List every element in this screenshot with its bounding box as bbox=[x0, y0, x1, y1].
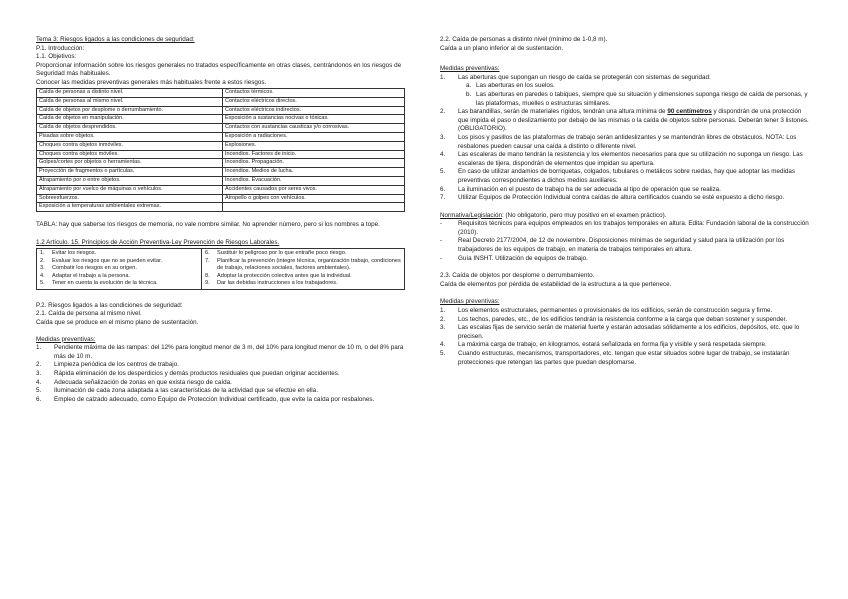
section-2-1: 2.1. Caída de persona al mismo nivel. bbox=[36, 310, 142, 318]
table-cell: Exposición a radiaciones. bbox=[223, 133, 405, 142]
table-cell: Contactos eléctricos indirectos. bbox=[223, 106, 405, 115]
list-item: 2. Limpieza periódica de los centros de trabajo. bbox=[36, 361, 179, 369]
sub-list-item: a. Las aberturas en los suelos. bbox=[466, 82, 555, 90]
list-item: 5. Iluminación de cada zona adaptada a las características de la actividad que se efectúe en ella. bbox=[36, 387, 318, 395]
table-cell: Sobreesfuerzos. bbox=[37, 194, 223, 203]
principle-item: 5. Tener en cuenta la evolución de la técnica. bbox=[40, 280, 158, 287]
table-cell: Incendios. Factores de inicio. bbox=[223, 150, 405, 159]
objectives-text-1: Proporcionar información sobre los riesgos generales no tratados específicamente en otras clases, centrándonos en los riesgos de Seguridad más habituales. bbox=[36, 61, 402, 78]
table-cell: Caída de objetos en manipulación. bbox=[37, 115, 223, 124]
principle-item: 4. Adaptar el trabajo a la persona. bbox=[40, 272, 131, 279]
principle-item: 2. Evaluar los riesgos que no se pueden evitar. bbox=[40, 257, 163, 264]
table-row bbox=[37, 124, 405, 133]
table-row bbox=[37, 168, 405, 177]
section-2-2-text: Caída a un plano inferior al de sustentación. bbox=[440, 44, 564, 52]
table-cell: Atrapamiento por vuelco de máquinas o vehículos. bbox=[37, 185, 223, 194]
list-item: 3. Las escalas fijas de servicio serán de material fuerte y estarán adosadas sólidamente a los edificios, depósitos, etc. que lo precisen. bbox=[440, 324, 800, 340]
table-note: TABLA: hay que saberse los riesgos de memoria, no vale nombre similar. No aprender número, pero si los nombres a tope. bbox=[36, 221, 380, 229]
table-row bbox=[37, 97, 405, 106]
table-row bbox=[37, 89, 405, 98]
principle-item: 3. Combatir los riesgos en su origen. bbox=[40, 265, 137, 272]
list-item: 4. La máxima carga de trabajo, en kilogramos, estará señalizada en forma fija y visible y será respetada siempre. bbox=[440, 341, 767, 349]
list-item: 1. Pendiente máxima de las rampas: del 12% para longitud menor de 3 m, del 10% para longitud menor de 10 m, o del 8% para más de 10 m. bbox=[36, 344, 404, 360]
normativa-item: - Guía INSHT. Utilización de equipos de trabajo. bbox=[440, 254, 588, 262]
section-2-3: 2.3. Caída de objetos por desplome o derrumbamiento. bbox=[440, 272, 595, 280]
principle-item: 7. Planificar la prevención (integre técnica, organización trabajo, condiciones de trabajo, relaciones sociales, factores ambientales). bbox=[205, 257, 401, 272]
list-item: 7. Utilizar Equipos de Protección Individual contra caídas de altura certificados cuando se esté expuesto a dicho riesgo. bbox=[440, 194, 785, 202]
normativa-item: - Real Decreto 2177/2004, de 12 de noviembre. Disposiciones mínimas de seguridad y salud para la utilización por los trabajadores de los equipos de trabajo, en materia de trabajos temporales en altura. bbox=[440, 237, 785, 254]
left-column bbox=[36, 36, 408, 404]
table-cell: Contactos eléctricos directos. bbox=[223, 97, 405, 106]
table-cell: Proyección de fragmentos o partículas. bbox=[37, 168, 223, 177]
table-cell: Accidentes causados por seres vivos. bbox=[223, 185, 405, 194]
sub-list bbox=[458, 82, 812, 108]
article-heading: 1.2 Artículo. 15. Principios de Acción Preventiva-Ley Prevención de Riesgos Laborales. bbox=[36, 238, 280, 246]
principle-item: 8. Adoptar la protección colectiva antes que la individual. bbox=[205, 272, 352, 279]
normativa-list bbox=[440, 220, 812, 263]
table-cell: Explosiones. bbox=[223, 141, 405, 150]
principle-item: 9. Dar las debidas instrucciones a los trabajadores. bbox=[205, 280, 338, 287]
table-row bbox=[37, 177, 405, 186]
principles-table bbox=[36, 248, 405, 289]
table-cell: Atrapamiento por o entre objetos. bbox=[37, 177, 223, 186]
normativa-item: - Requisitos técnicos para equipos empleados en los trabajos temporales en altura. Edita: Fundación laboral de la construcción (2010). bbox=[440, 220, 809, 236]
sub-list-item: b. Las aberturas en paredes o tabiques, siempre que su situación y dimensiones suponga riesgo de caída de personas, y las plataformas, muelles o estructuras similares. bbox=[466, 90, 808, 107]
list-item: 6. Empleo de calzado adecuado, como Equipo de Protección Individual certificado, que evite la caída por resbalones. bbox=[36, 395, 375, 403]
table-row bbox=[37, 106, 405, 115]
table-cell: Caída de objetos desprendidos. bbox=[37, 124, 223, 133]
section-2-1-text: Caída que se produce en el mismo plano de sustentación. bbox=[36, 319, 199, 327]
list-item: 5. En caso de utilizar andamios de borriquetas, colgados, tubulares o metálicos sobre ruedas, hay que adoptar las medidas preventivas correspondientes a dichos medios auxiliares. bbox=[440, 168, 796, 184]
list-item: 1. Los elementos estructurales, permanentes o provisionales de los edificios, serán de construcción segura y firme. bbox=[440, 307, 773, 315]
table-cell: Caída de personas a distinto nivel. bbox=[37, 89, 223, 98]
table-row bbox=[37, 194, 405, 203]
section-p1: P.1. Introducción: bbox=[36, 44, 85, 52]
list-item: 5. Cuando estructuras, mecanismos, transportadores, etc. tengan que estar situados sobre lugar de trabajo, se instalarán protecciones que retengan las partes que puedan desplomarse. bbox=[440, 350, 790, 366]
section-2-2: 2.2. Caída de personas a distinto nivel (mínimo de 1-0,8 m). bbox=[440, 36, 608, 43]
table-cell bbox=[223, 203, 405, 212]
table-cell: Caída de objetos por desplome o derrumbamiento. bbox=[37, 106, 223, 115]
list-item: 6. La iluminación en el puesto de trabajo ha de ser adecuada al tipo de operación que se realiza. bbox=[440, 185, 721, 193]
principles-list-left bbox=[40, 250, 198, 288]
table-cell: Incendios. Propagación. bbox=[223, 159, 405, 168]
right-column bbox=[440, 36, 812, 367]
objectives-text-2: Conocer las medidas preventivas generales más habituales frente a estos riesgos. bbox=[36, 78, 267, 86]
risk-table bbox=[36, 88, 405, 212]
table-row bbox=[37, 150, 405, 159]
table-row bbox=[37, 185, 405, 194]
section-p2: P.2. Riesgos ligados a las condiciones de seguridad: bbox=[36, 301, 183, 309]
table-row bbox=[37, 203, 405, 212]
table-row bbox=[37, 115, 405, 124]
preventive-measures-list-2-2 bbox=[440, 74, 812, 134]
preventive-measures-label: Medidas preventivas: bbox=[36, 335, 96, 343]
list-item: 3. Rápida eliminación de los desperdicios y demás productos residuales que puedan originar accidentes. bbox=[36, 370, 340, 378]
table-row bbox=[37, 133, 405, 142]
section-2-3-text: Caída de elementos por pérdida de estabilidad de la estructura a la que pertenece. bbox=[440, 280, 672, 288]
preventive-measures-list-2-2-rest bbox=[440, 134, 812, 203]
table-cell: Golpes/cortes por objetos o herramientas. bbox=[37, 159, 223, 168]
principle-item: 6. Sustituir lo peligroso por lo que entrañe poco riesgo. bbox=[205, 249, 347, 256]
table-cell: Caída de personas al mismo nivel. bbox=[37, 97, 223, 106]
principle-item: 1. Evitar los riesgos. bbox=[40, 249, 97, 256]
list-item: 4. Las escaleras de mano tendrán la resistencia y los elementos necesarios para que su utilización no suponga un riesgo. Las escaleras de tijera, dispondrán de elementos que impidan su apertura. bbox=[440, 151, 803, 167]
list-item: 2. Las barandillas, serán de materiales rígidos, tendrán una altura mínima de 90 centímetros y dispondrán de una protección que impida el paso o deslizamiento por debajo de las mismas o la caída de objetos sobre personas. Deberán tener 3 listones. (OBLIGATORIO). bbox=[440, 108, 809, 133]
list-item: 3. Los pisos y pasillos de las plataformas de trabajo serán antideslizantes y se mantendrán libres de obstáculos. NOTA: Los resbalones pueden causar una caída a distinto o diferente nivel. bbox=[440, 133, 797, 150]
preventive-measures-label-2-2: Medidas preventivas: bbox=[440, 65, 500, 73]
table-cell: Contactos con sustancias causticas y/o corrosivas. bbox=[223, 124, 405, 133]
table-cell: Incendios. Medios de lucha. bbox=[223, 168, 405, 177]
preventive-measures-label-2-3: Medidas preventivas: bbox=[440, 298, 500, 306]
list-item: 1. Las aberturas que supongan un riesgo de caída se protegerán con sistemas de seguridad: a. Las aberturas en los suelos. b. Las aberturas en paredes o tabiques, siempre que su situación y dimensiones suponga riesgo de caída de personas, y las plataformas, muelles o estructuras similares. bbox=[440, 74, 812, 108]
table-cell: Incendios. Evacuación. bbox=[223, 177, 405, 186]
table-cell: Exposición a temperaturas ambientales extremas. bbox=[37, 203, 223, 212]
table-row bbox=[37, 159, 405, 168]
section-1-1: 1.1. Objetivos: bbox=[36, 53, 77, 61]
table-cell: Exposición a sustancias nocivas o tóxicas. bbox=[223, 115, 405, 124]
table-cell: Atropello o golpes con vehículos. bbox=[223, 194, 405, 203]
table-cell: Choques contra objetos móviles. bbox=[37, 150, 223, 159]
table-row bbox=[37, 141, 405, 150]
table-cell: Pisadas sobre objetos. bbox=[37, 133, 223, 142]
list-item: 4. Adecuada señalización de zonas en que exista riesgo de caída. bbox=[36, 378, 232, 386]
preventive-measures-list-2-3 bbox=[440, 307, 812, 367]
table-cell: Contactos térmicos. bbox=[223, 89, 405, 98]
normativa-heading: Normativa/Legislación: (No obligatorio, pero muy positivo en el examen práctico). bbox=[440, 211, 667, 219]
topic-heading: Tema 3: Riesgos ligados a las condiciones de seguridad: bbox=[36, 36, 195, 43]
table-cell: Choques contra objetos inmóviles. bbox=[37, 141, 223, 150]
preventive-measures-list bbox=[36, 344, 408, 404]
principles-list-right bbox=[205, 250, 401, 288]
list-item: 2. Los techos, paredes, etc., de los edificios tendrán la resistencia conforme a la carga que deban sostener y suspender. bbox=[440, 315, 788, 323]
